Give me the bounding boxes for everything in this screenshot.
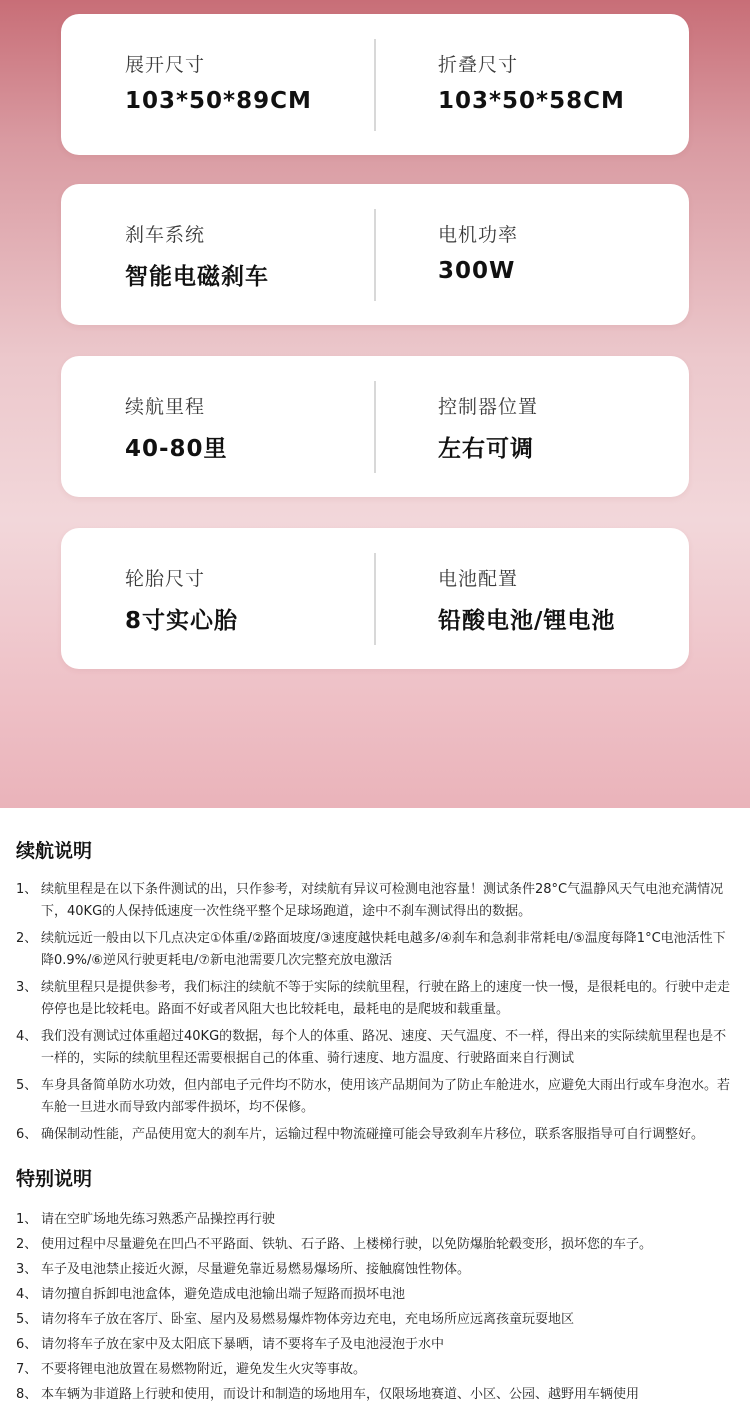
item-number: 6、 (16, 1127, 38, 1142)
item-text: 请勿将车子放在客厅、卧室、屋内及易燃易爆炸物体旁边充电，充电场所应远离孩童玩耍地区 (41, 1312, 575, 1327)
item-text: 不要将锂电池放置在易燃物附近，避免发生火灾等事故。 (41, 1362, 367, 1377)
item-number: 3、 (16, 980, 38, 995)
item-number: 2、 (16, 931, 38, 946)
list-item (16, 977, 736, 1021)
spec-label: 电池配置 (438, 568, 519, 590)
spec-card-brake-motor (61, 184, 689, 325)
item-text: 使用过程中尽量避免在凹凸不平路面、铁轨、石子路、上楼梯行驶，以免防爆胎轮毂变形，损坏您的车子。 (41, 1237, 653, 1252)
spec-value: 300W (438, 258, 516, 284)
item-text: 续航里程是在以下条件测试的出，只作参考，对续航有异议可检测电池容量！测试条件28°C气温静风天气电池充满情况下，40KG的人保持低速度一次性绕平整个足球场跑道，途中不刹车测试得出的数据。 (41, 882, 724, 919)
item-text: 车身具备简单防水功效，但内部电子元件均不防水，使用该产品期间为了防止车舱进水，应避免大雨出行或车身泡水。若车舱一旦进水而导致内部零件损坏，均不保修。 (41, 1078, 731, 1115)
item-number: 5、 (16, 1078, 38, 1093)
item-text: 请勿擅自拆卸电池盒体，避免造成电池输出端子短路而损坏电池 (41, 1287, 406, 1302)
spec-card-size (61, 14, 689, 155)
card-divider (374, 39, 376, 131)
spec-label: 轮胎尺寸 (125, 568, 206, 590)
item-text: 请勿将车子放在家中及太阳底下暴晒，请不要将车子及电池浸泡于水中 (41, 1337, 445, 1352)
spec-value: 40-80里 (125, 436, 228, 462)
list-item (16, 1384, 736, 1406)
spec-card-tire-battery (61, 528, 689, 669)
spec-value: 铅酸电池/锂电池 (438, 608, 616, 634)
list-item (16, 879, 736, 923)
special-notes-list (16, 1209, 736, 1406)
list-item (16, 1075, 736, 1119)
item-text: 本车辆为非道路上行驶和使用，而设计和制造的场地用车，仅限场地赛道、小区、公园、越野用车辆使用 (41, 1387, 640, 1402)
list-item (16, 1309, 736, 1331)
item-number: 1、 (16, 882, 38, 897)
spec-card-range-controller (61, 356, 689, 497)
list-item (16, 1234, 736, 1256)
item-number: 2、 (16, 1237, 38, 1252)
list-item (16, 1259, 736, 1281)
list-item (16, 928, 736, 972)
list-item (16, 1209, 736, 1231)
item-number: 3、 (16, 1262, 38, 1277)
card-divider (374, 381, 376, 473)
item-text: 续航远近一般由以下几点决定①体重/②路面坡度/③速度越快耗电越多/④刹车和急刹非常耗电/⑤温度每降1°C电池活性下降0.9%/⑥逆风行驶更耗电/⑦新电池需要几次完整充放电激活 (41, 931, 726, 968)
spec-label: 折叠尺寸 (438, 54, 519, 76)
spec-label: 刹车系统 (125, 224, 206, 246)
spec-value: 左右可调 (438, 436, 534, 462)
item-number: 5、 (16, 1312, 38, 1327)
item-number: 7、 (16, 1362, 38, 1377)
spec-label: 展开尺寸 (125, 54, 206, 76)
spec-value: 103*50*58CM (438, 88, 625, 114)
notes-section (0, 808, 750, 1406)
item-number: 4、 (16, 1029, 38, 1044)
item-text: 请在空旷场地先练习熟悉产品操控再行驶 (41, 1212, 276, 1227)
special-notes-title: 特别说明 (16, 1168, 93, 1190)
spec-label: 续航里程 (125, 396, 206, 418)
item-number: 1、 (16, 1212, 38, 1227)
spec-value: 8寸实心胎 (125, 608, 239, 634)
item-text: 我们没有测试过体重超过40KG的数据，每个人的体重、路况、速度、天气温度、不一样，得出来的实际续航里程也是不一样的，实际的续航里程还需要根据自己的体重、骑行速度、地方温度、行驶路面来自行测试 (41, 1029, 727, 1066)
range-notes-title: 续航说明 (16, 840, 93, 862)
spec-value: 智能电磁刹车 (125, 264, 269, 290)
list-item (16, 1026, 736, 1070)
item-number: 8、 (16, 1387, 38, 1402)
list-item (16, 1284, 736, 1306)
item-text: 车子及电池禁止接近火源，尽量避免靠近易燃易爆场所、接触腐蚀性物体。 (41, 1262, 471, 1277)
range-notes-list (16, 879, 736, 1146)
item-text: 确保制动性能，产品使用宽大的刹车片，运输过程中物流碰撞可能会导致刹车片移位，联系客服指导可自行调整好。 (41, 1127, 705, 1142)
list-item (16, 1359, 736, 1381)
card-divider (374, 209, 376, 301)
spec-value: 103*50*89CM (125, 88, 312, 114)
list-item (16, 1124, 736, 1146)
item-number: 6、 (16, 1337, 38, 1352)
list-item (16, 1334, 736, 1356)
item-text: 续航里程只是提供参考，我们标注的续航不等于实际的续航里程，行驶在路上的速度一快一慢，是很耗电的。行驶中走走停停也是比较耗电。路面不好或者风阻大也比较耗电，最耗电的是爬坡和载重量。 (41, 980, 731, 1017)
spec-label: 控制器位置 (438, 396, 539, 418)
card-divider (374, 553, 376, 645)
spec-label: 电机功率 (438, 224, 519, 246)
item-number: 4、 (16, 1287, 38, 1302)
